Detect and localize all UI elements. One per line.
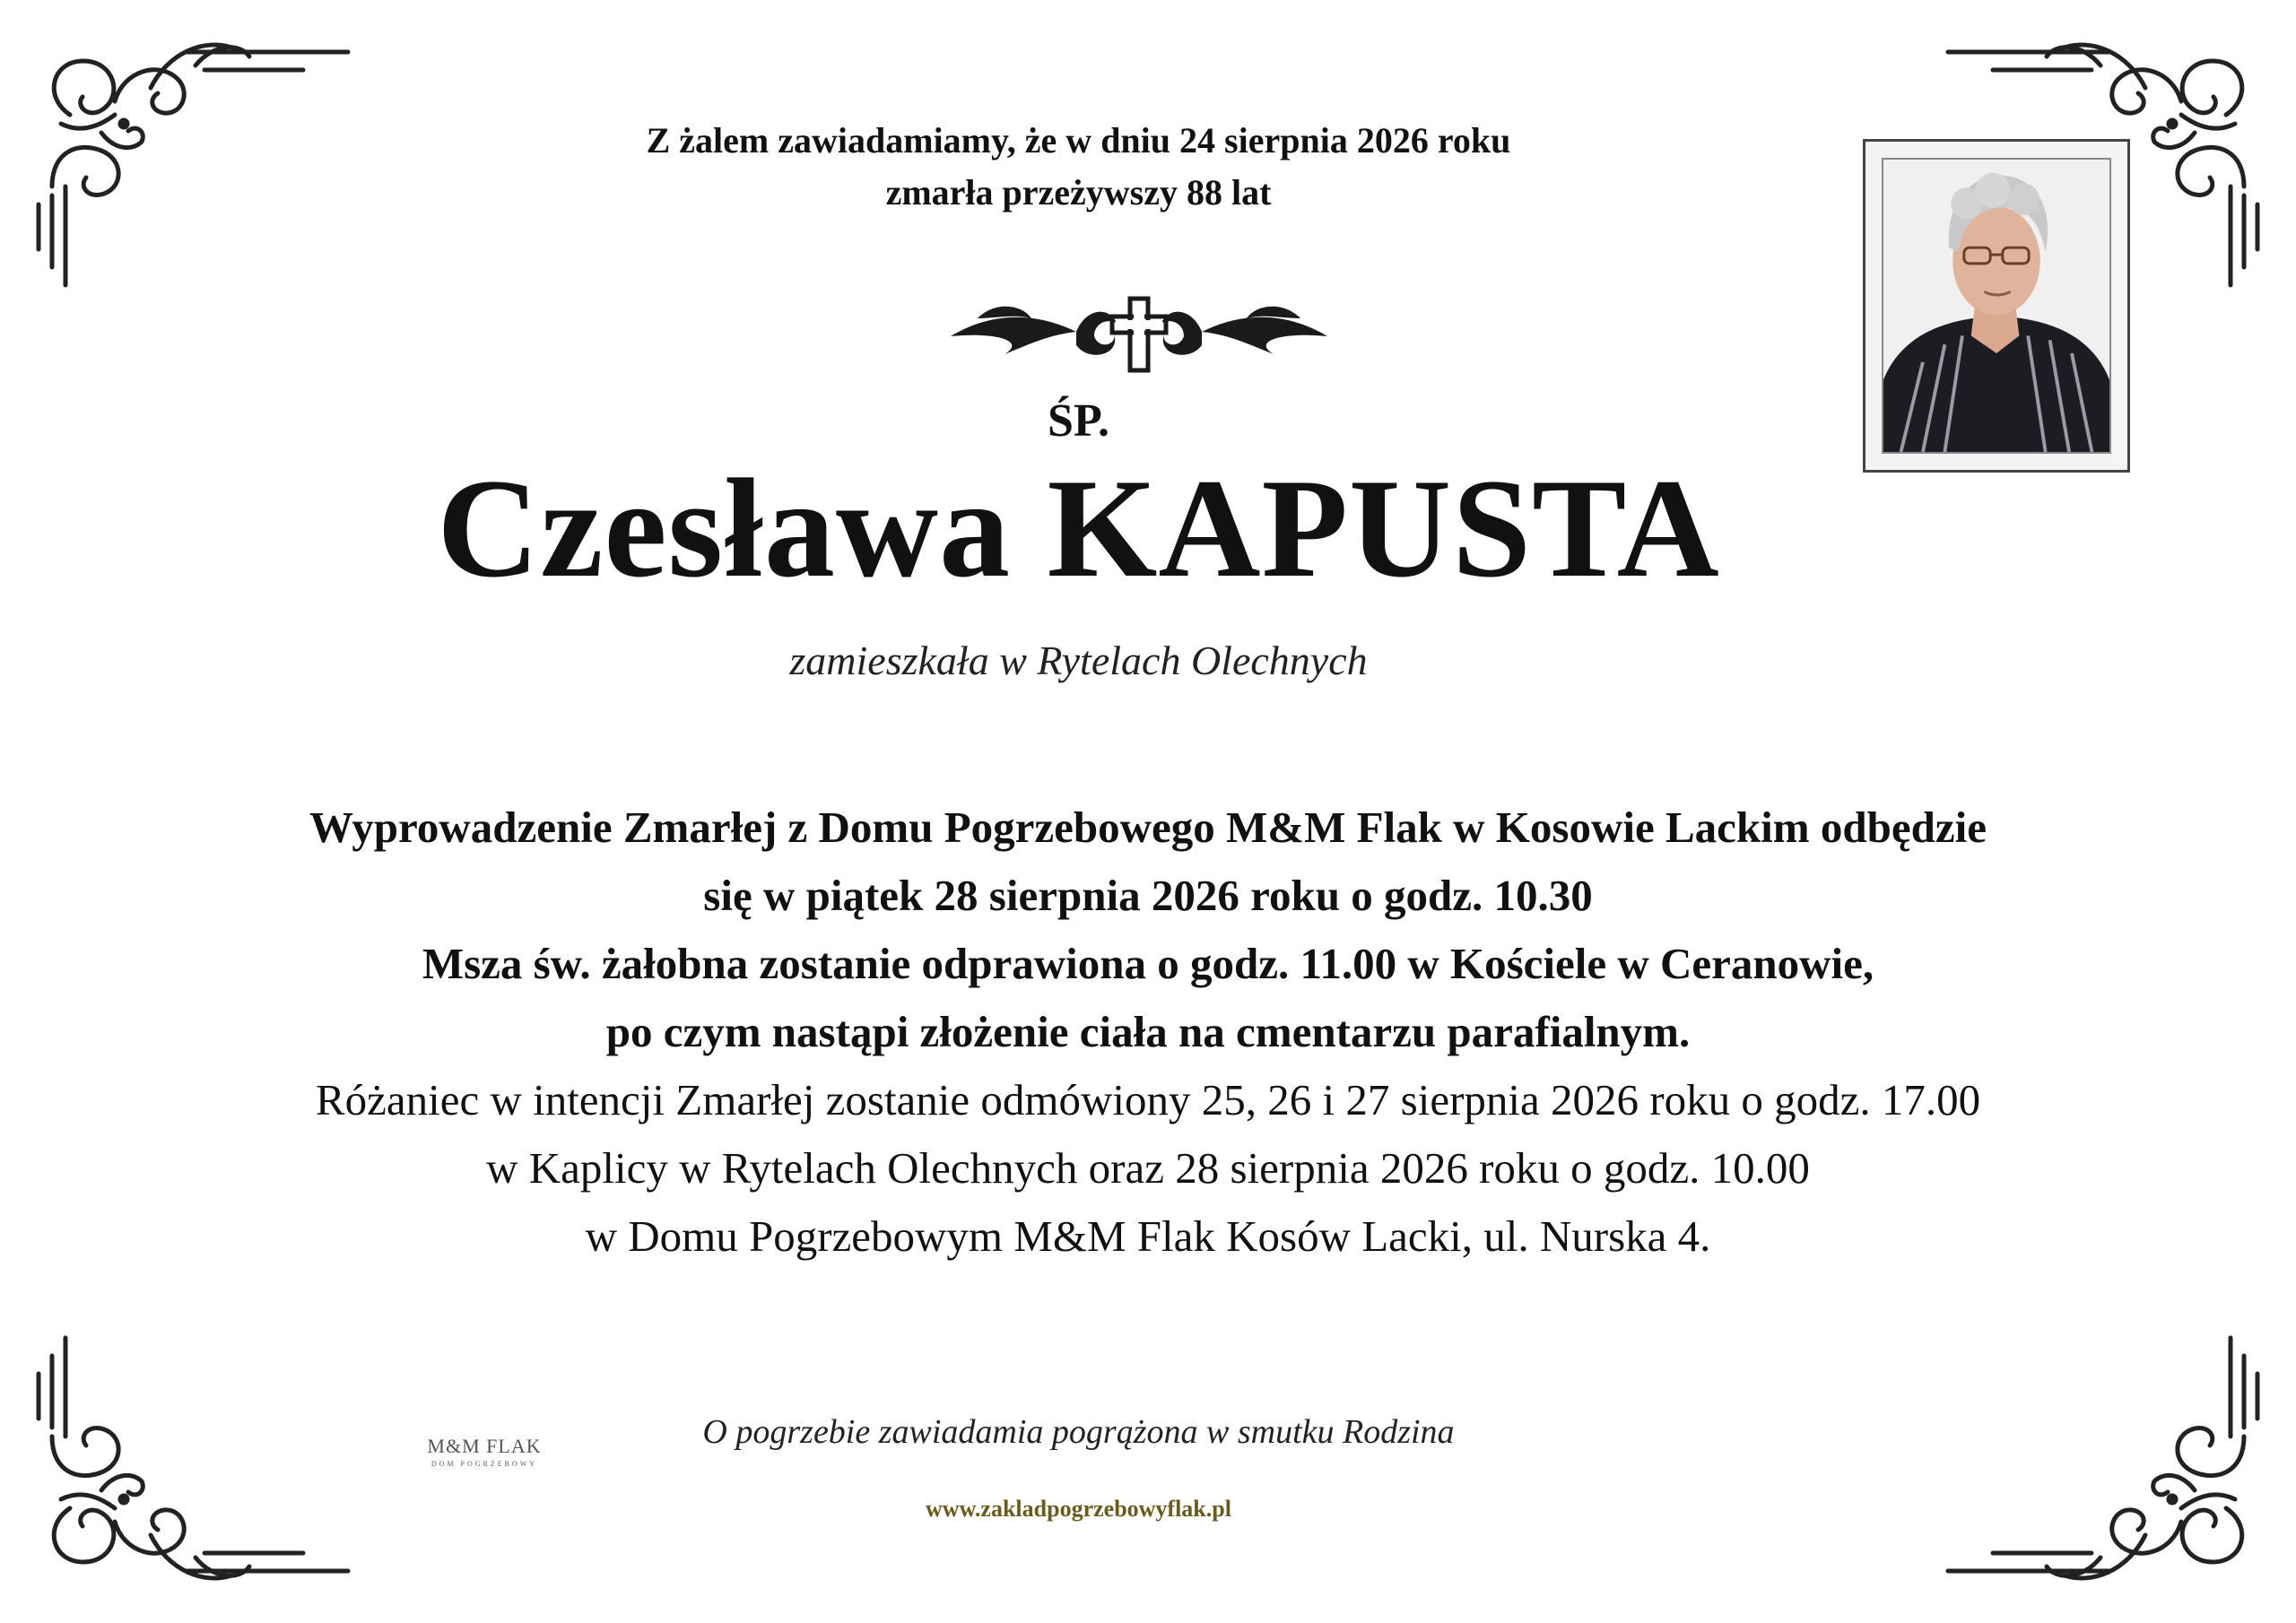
website-link[interactable]: www.zakladpogrzebowyflak.pl [926,1496,1231,1522]
ceremony-details [0,794,2296,1271]
ceremony-line-6: w Kaplicy w Rytelach Olechnych oraz 28 sierpnia 2026 roku o godz. 10.00 [486,1143,1810,1193]
logo-subtitle: DOM POGRZEBOWY [430,1460,538,1468]
deceased-name: Czesława KAPUSTA [437,450,1720,607]
family-note: O pogrzebie zawiadamia pogrążona w smutku Rodzina [702,1413,1455,1451]
logo-name: M&M FLAK [427,1435,542,1457]
ceremony-line-7: w Domu Pogrzebowym M&M Flak Kosów Lacki, ul. Nurska 4. [585,1211,1711,1261]
ceremony-line-3: Msza św. żałobna zostanie odprawiona o godz. 11.00 w Kościele w Ceranowie, [422,939,1874,988]
deceased-residence: zamieszkała w Rytelach Olechnych [789,638,1368,683]
ceremony-line-2: się w piątek 28 sierpnia 2026 roku o godz. 10.30 [703,871,1593,920]
ceremony-line-4: po czym nastąpi złożenie ciała na cmentarzu parafialnym. [605,1007,1691,1056]
intro-line-2: zmarła przeżywszy 88 lat [885,172,1272,213]
portrait-frame [1863,139,2130,473]
cross-ornament-icon [942,291,1336,381]
prefix-sp: ŚP. [1048,395,1109,447]
ceremony-line-5: Różaniec w intencji Zmarłej zostanie odmówiony 25, 26 i 27 sierpnia 2026 roku o godz. 17.00 [315,1075,1981,1124]
intro-line-1: Z żalem zawiadamiamy, że w dniu 24 sierpnia 2026 roku [646,120,1511,161]
portrait-photo [1882,158,2111,454]
ceremony-line-1: Wyprowadzenie Zmarłej z Domu Pogrzebowego M&M Flak w Kosowie Lackim odbędzie [309,803,1987,852]
